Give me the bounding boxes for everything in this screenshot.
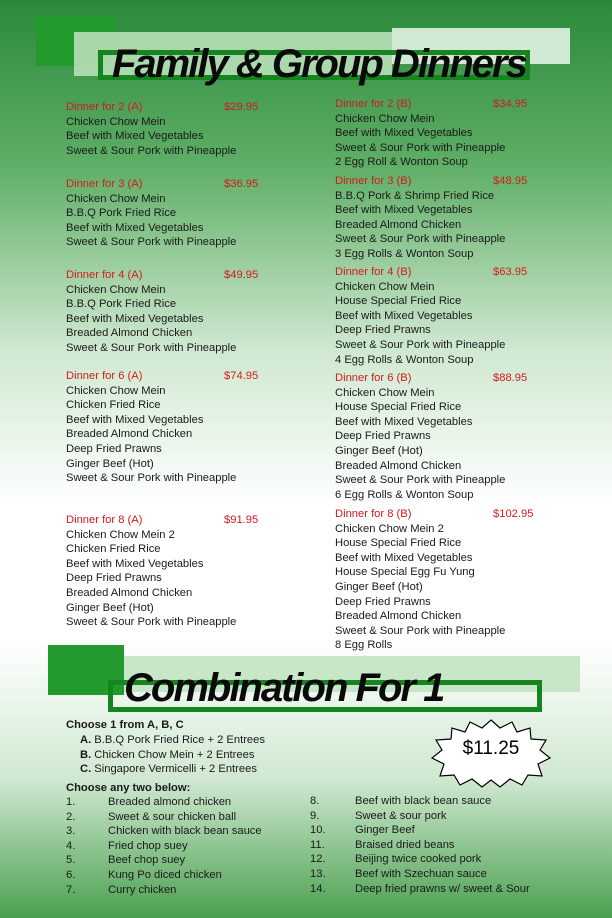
dinner-block bbox=[66, 369, 259, 486]
dinner-block bbox=[66, 513, 259, 630]
dinner-header bbox=[66, 369, 259, 384]
dinner-item: Ginger Beef (Hot) bbox=[66, 601, 154, 614]
choose-two-heading: Choose any two below: bbox=[66, 782, 191, 794]
dinner-item: 6 Egg Rolls & Wonton Soup bbox=[335, 488, 474, 501]
dinner-name: Dinner for 8 (B) bbox=[335, 508, 412, 520]
entree-name: Chicken with black bean sauce bbox=[108, 825, 262, 838]
entree-number: 2. bbox=[66, 810, 76, 823]
dinner-item: Deep Fried Prawns bbox=[335, 430, 431, 443]
dinner-item: Sweet & Sour Pork with Pineapple bbox=[335, 474, 506, 487]
page-title: Family & Group Dinners bbox=[112, 42, 526, 86]
dinner-item: Sweet & Sour Pork with Pineapple bbox=[66, 236, 237, 249]
combo-price: $11.25 bbox=[462, 738, 520, 759]
dinner-item: Beef with Mixed Vegetables bbox=[66, 221, 204, 234]
dinner-item: Chicken Chow Mein bbox=[66, 384, 166, 397]
dinner-item: Breaded Almond Chicken bbox=[335, 218, 462, 231]
dinner-price: $102.95 bbox=[493, 508, 534, 520]
dinner-header bbox=[335, 371, 528, 386]
dinner-item: B.B.Q Pork Fried Rice bbox=[66, 298, 177, 311]
dinner-item: B.B.Q Pork Fried Rice bbox=[66, 207, 177, 220]
entree-item bbox=[310, 823, 570, 838]
dinner-item: Sweet & Sour Pork with Pineapple bbox=[335, 141, 506, 154]
dinner-item: Ginger Beef (Hot) bbox=[335, 580, 423, 593]
entree-number: 4. bbox=[66, 839, 76, 852]
dinner-item: Chicken Chow Mein 2 bbox=[66, 528, 175, 541]
dinner-item: 2 Egg Roll & Wonton Soup bbox=[335, 156, 468, 169]
entree-item bbox=[66, 810, 296, 825]
option-letter: B. bbox=[80, 748, 92, 761]
dinner-item: Ginger Beef (Hot) bbox=[335, 444, 423, 457]
dinner-item: Beef with Mixed Vegetables bbox=[66, 130, 204, 143]
entree-name: Beef with black bean sauce bbox=[355, 795, 492, 807]
dinner-item: House Special Fried Rice bbox=[335, 295, 462, 308]
dinner-price: $29.95 bbox=[224, 101, 259, 113]
dinner-block bbox=[66, 268, 259, 356]
dinner-block bbox=[335, 371, 528, 502]
dinner-price: $49.95 bbox=[224, 269, 259, 281]
dinner-name: Dinner for 4 (A) bbox=[66, 269, 143, 281]
dinner-item: Beef with Mixed Vegetables bbox=[335, 415, 473, 428]
entree-list-left bbox=[66, 795, 296, 897]
entree-item bbox=[66, 853, 296, 868]
dinner-item: Chicken Chow Mein bbox=[66, 283, 166, 296]
dinner-header bbox=[335, 174, 528, 189]
entree-number: 8. bbox=[310, 795, 320, 807]
option-letter: C. bbox=[80, 763, 92, 776]
dinner-item: Beef with Mixed Vegetables bbox=[66, 312, 204, 325]
dinner-price: $88.95 bbox=[493, 372, 528, 384]
dinner-item: Breaded Almond Chicken bbox=[66, 327, 193, 340]
entree-name: Beef chop suey bbox=[108, 854, 186, 867]
dinner-item: House Special Fried Rice bbox=[335, 401, 462, 414]
dinner-item: Chicken Chow Mein bbox=[66, 115, 166, 128]
entree-list-right bbox=[310, 794, 570, 896]
option-text: B.B.Q Pork Fried Rice + 2 Entrees bbox=[91, 734, 265, 746]
entree-item bbox=[310, 882, 570, 897]
dinner-item: Sweet & Sour Pork with Pineapple bbox=[335, 233, 506, 246]
dinner-item: Breaded Almond Chicken bbox=[335, 459, 462, 472]
dinner-block bbox=[335, 507, 534, 653]
entree-item bbox=[66, 839, 296, 854]
dinner-item: Deep Fried Prawns bbox=[335, 324, 431, 337]
choose-base-heading: Choose 1 from A, B, C bbox=[66, 719, 184, 731]
entree-number: 7. bbox=[66, 883, 76, 896]
dinner-block bbox=[335, 265, 528, 367]
entree-number: 11. bbox=[310, 838, 325, 851]
dinner-item: Deep Fried Prawns bbox=[335, 595, 431, 608]
dinner-item: Chicken Chow Mein bbox=[66, 192, 166, 205]
dinner-item: Sweet & Sour Pork with Pineapple bbox=[335, 338, 506, 351]
entree-number: 10. bbox=[310, 824, 326, 837]
entree-name: Beef with Szechuan sauce bbox=[355, 867, 487, 880]
entree-item bbox=[310, 867, 570, 882]
dinner-name: Dinner for 3 (B) bbox=[335, 175, 412, 187]
dinner-item: Sweet & Sour Pork with Pineapple bbox=[66, 472, 237, 485]
dinner-header bbox=[66, 268, 259, 283]
entree-number: 14. bbox=[310, 882, 326, 895]
entree-number: 12. bbox=[310, 853, 326, 866]
dinner-item: Ginger Beef (Hot) bbox=[66, 457, 154, 470]
combo-title: Combination For 1 bbox=[124, 666, 444, 710]
dinner-block bbox=[335, 97, 528, 170]
dinner-item: Chicken Chow Mein bbox=[335, 112, 435, 125]
dinner-name: Dinner for 2 (A) bbox=[66, 101, 143, 113]
dinner-name: Dinner for 3 (A) bbox=[66, 178, 143, 190]
dinner-price: $36.95 bbox=[224, 178, 259, 190]
dinner-item: Beef with Mixed Vegetables bbox=[66, 557, 204, 570]
option-letter: A. bbox=[80, 734, 92, 746]
dinner-item: Breaded Almond Chicken bbox=[66, 428, 193, 441]
entree-number: 5. bbox=[66, 854, 76, 867]
dinner-header bbox=[66, 100, 259, 115]
dinner-item: Sweet & Sour Pork with Pineapple bbox=[66, 144, 237, 157]
dinner-item: Deep Fried Prawns bbox=[66, 442, 162, 455]
dinner-item: Chicken Chow Mein bbox=[335, 280, 435, 293]
dinner-price: $63.95 bbox=[493, 266, 528, 278]
dinner-name: Dinner for 6 (B) bbox=[335, 372, 412, 384]
entree-name: Braised dried beans bbox=[355, 838, 455, 851]
dinner-price: $34.95 bbox=[493, 98, 528, 110]
entree-item bbox=[66, 795, 296, 810]
dinner-header bbox=[335, 97, 528, 112]
dinner-price: $48.95 bbox=[493, 175, 528, 187]
entree-name: Beijing twice cooked pork bbox=[355, 853, 482, 866]
dinner-price: $91.95 bbox=[224, 514, 259, 526]
dinner-item: Sweet & Sour Pork with Pineapple bbox=[66, 341, 237, 354]
entree-number: 3. bbox=[66, 825, 76, 838]
dinner-item: Chicken Fried Rice bbox=[66, 543, 161, 556]
dinner-item: B.B.Q Pork & Shrimp Fried Rice bbox=[335, 189, 495, 202]
entree-name: Breaded almond chicken bbox=[108, 796, 232, 808]
entree-name: Kung Po diced chicken bbox=[108, 868, 222, 881]
dinner-name: Dinner for 2 (B) bbox=[335, 98, 412, 110]
entree-name: Curry chicken bbox=[108, 883, 177, 896]
dinner-item: Deep Fried Prawns bbox=[66, 572, 162, 585]
dinner-name: Dinner for 4 (B) bbox=[335, 266, 412, 278]
dinner-item: House Special Fried Rice bbox=[335, 537, 462, 550]
dinner-item: Beef with Mixed Vegetables bbox=[335, 204, 473, 217]
dinner-name: Dinner for 6 (A) bbox=[66, 370, 143, 382]
dinner-header bbox=[66, 513, 259, 528]
option-text: Chicken Chow Mein + 2 Entrees bbox=[91, 748, 255, 761]
option-text: Singapore Vermicelli + 2 Entrees bbox=[91, 763, 257, 776]
entree-item bbox=[310, 809, 570, 824]
entree-name: Fried chop suey bbox=[108, 839, 188, 852]
dinner-block bbox=[66, 177, 259, 250]
dinner-item: House Special Egg Fu Yung bbox=[335, 566, 475, 579]
entree-number: 1. bbox=[66, 796, 76, 808]
dinner-item: 3 Egg Rolls & Wonton Soup bbox=[335, 247, 474, 260]
dinner-item: Beef with Mixed Vegetables bbox=[66, 413, 204, 426]
dinner-item: 4 Egg Rolls & Wonton Soup bbox=[335, 353, 474, 366]
entree-name: Sweet & sour chicken ball bbox=[108, 810, 237, 823]
dinner-item: Sweet & Sour Pork with Pineapple bbox=[66, 616, 237, 629]
entree-name: Deep fried prawns w/ sweet & Sour bbox=[355, 882, 530, 895]
entree-number: 9. bbox=[310, 809, 320, 822]
dinner-item: Chicken Chow Mein bbox=[335, 386, 435, 399]
entree-item bbox=[310, 852, 570, 867]
dinner-name: Dinner for 8 (A) bbox=[66, 514, 143, 526]
entree-item bbox=[310, 838, 570, 853]
base-option bbox=[80, 762, 257, 777]
dinner-item: 8 Egg Rolls bbox=[335, 639, 393, 652]
dinner-header bbox=[335, 507, 534, 522]
dinner-item: Chicken Chow Mein 2 bbox=[335, 522, 444, 535]
dinner-item: Sweet & Sour Pork with Pineapple bbox=[335, 624, 506, 637]
entree-name: Sweet & sour pork bbox=[355, 809, 447, 822]
dinner-item: Beef with Mixed Vegetables bbox=[335, 127, 473, 140]
dinner-item: Beef with Mixed Vegetables bbox=[335, 551, 473, 564]
entree-item bbox=[310, 794, 570, 809]
entree-number: 6. bbox=[66, 868, 76, 881]
entree-item bbox=[66, 868, 296, 883]
entree-name: Ginger Beef bbox=[355, 824, 415, 837]
dinner-item: Breaded Almond Chicken bbox=[335, 610, 462, 623]
dinner-header bbox=[335, 265, 528, 280]
base-option bbox=[80, 733, 265, 748]
dinner-item: Chicken Fried Rice bbox=[66, 399, 161, 412]
dinner-price: $74.95 bbox=[224, 370, 259, 382]
entree-item bbox=[66, 883, 296, 898]
dinner-block bbox=[335, 174, 528, 262]
dinner-header bbox=[66, 177, 259, 192]
entree-number: 13. bbox=[310, 867, 326, 880]
dinner-item: Breaded Almond Chicken bbox=[66, 586, 193, 599]
entree-item bbox=[66, 824, 296, 839]
dinner-item: Beef with Mixed Vegetables bbox=[335, 309, 473, 322]
dinner-block bbox=[66, 100, 259, 158]
base-option bbox=[80, 748, 254, 763]
